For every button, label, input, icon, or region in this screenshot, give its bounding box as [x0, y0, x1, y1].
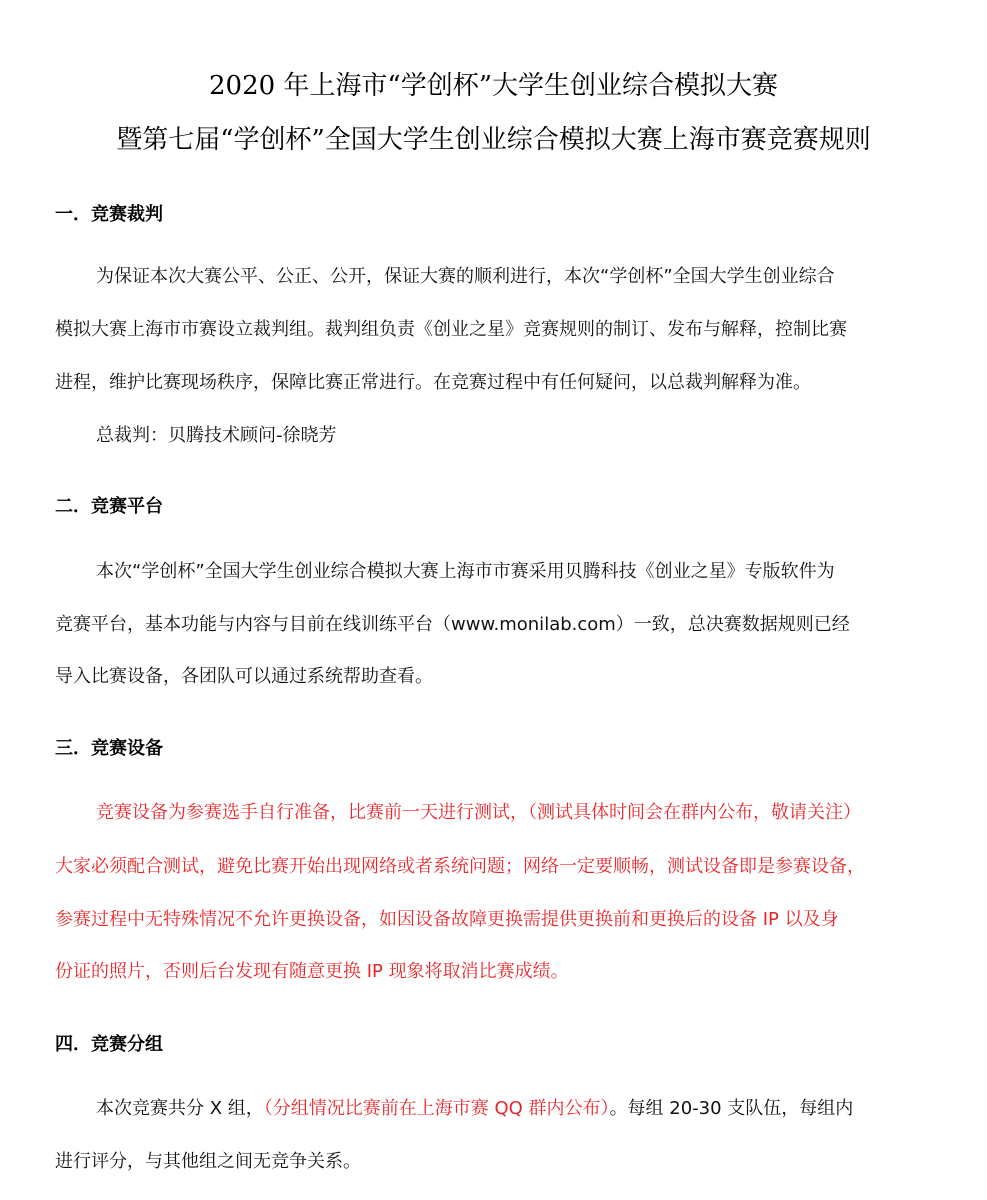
paragraph-line-red: 参赛过程中无特殊情况不允许更换设备，如因设备故障更换需提供更换前和更换后的设备 IP 以及身 [55, 909, 839, 930]
grouping-text-part-1: 本次竞赛共分 X 组， [96, 1098, 264, 1119]
paragraph-line-mixed [96, 1097, 853, 1121]
chief-referee-line: 总裁判：贝腾技术顾问-徐晓芳 [96, 425, 337, 446]
section-heading-referee: 一．竞赛裁判 [55, 204, 163, 225]
paragraph-line-red: 份证的照片，否则后台发现有随意更换 IP 现象将取消比赛成绩。 [55, 961, 569, 982]
paragraph-line: 模拟大赛上海市市赛设立裁判组。裁判组负责《创业之星》竞赛规则的制订、发布与解释，控制比赛 [55, 319, 847, 340]
paragraph-line: 本次“学创杯”全国大学生创业综合模拟大赛上海市市赛采用贝腾科技《创业之星》专版软件为 [96, 561, 835, 582]
paragraph-line-red: 大家必须配合测试，避免比赛开始出现网络或者系统问题；网络一定要顺畅，测试设备即是参赛设备， [55, 856, 865, 877]
section-heading-platform: 二．竞赛平台 [55, 496, 163, 517]
document-title-line-2: 暨第七届“学创杯”全国大学生创业综合模拟大赛上海市赛竞赛规则 [116, 125, 871, 155]
paragraph-line: 为保证本次大赛公平、公正、公开，保证大赛的顺利进行，本次“学创杯”全国大学生创业综合 [96, 266, 835, 287]
paragraph-line: 进程，维护比赛现场秩序，保障比赛正常进行。在竞赛过程中有任何疑问，以总裁判解释为准。 [55, 372, 811, 393]
section-heading-grouping: 四．竞赛分组 [55, 1034, 163, 1055]
paragraph-line: 竞赛平台，基本功能与内容与目前在线训练平台（www.monilab.com）一致，总决赛数据规则已经 [55, 614, 850, 635]
grouping-text-part-3: 。每组 20-30 支队伍，每组内 [609, 1098, 854, 1119]
paragraph-line-red: 竞赛设备为参赛选手自行准备，比赛前一天进行测试，（测试具体时间会在群内公布，敬请关注） [96, 802, 861, 823]
grouping-text-part-2-red: （分组情况比赛前在上海市赛 QQ 群内公布） [263, 1098, 610, 1119]
document-title-line-1: 2020 年上海市“学创杯”大学生创业综合模拟大赛 [208, 71, 779, 101]
section-heading-equipment: 三．竞赛设备 [55, 738, 163, 759]
paragraph-line: 导入比赛设备，各团队可以通过系统帮助查看。 [55, 666, 433, 687]
paragraph-line: 进行评分，与其他组之间无竞争关系。 [55, 1151, 361, 1172]
